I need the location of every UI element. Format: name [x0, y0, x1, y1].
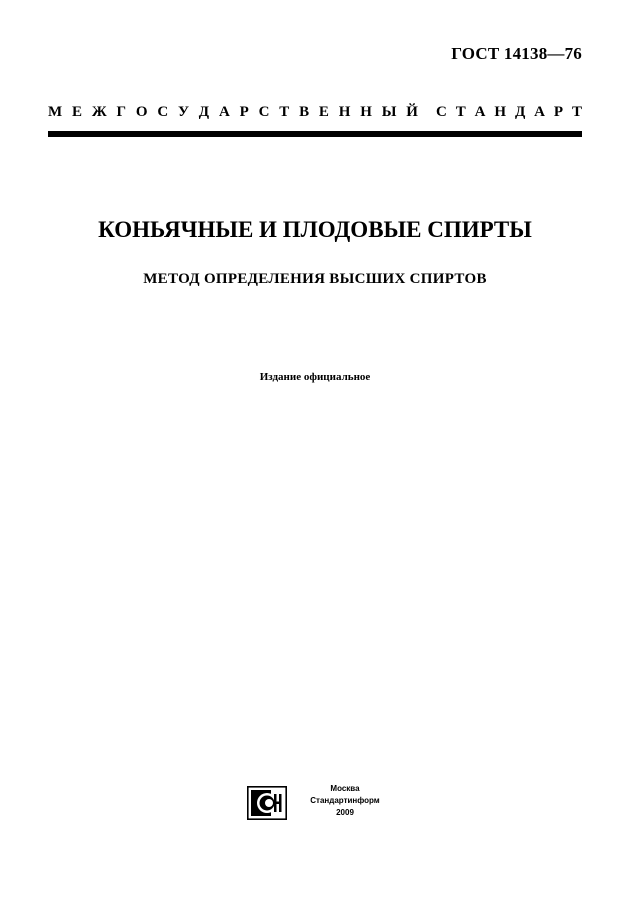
header-letter: Н: [494, 104, 507, 120]
header-letter: Н: [338, 104, 351, 120]
header-letter: Т: [279, 104, 290, 120]
header-word-interstate: [48, 104, 418, 121]
imprint-year: 2009: [336, 808, 354, 817]
document-title: КОНЬЯЧНЫЕ И ПЛОДОВЫЕ СПИРТЫ: [98, 217, 532, 242]
imprint-city: Москва: [330, 784, 360, 793]
header-letter: С: [258, 104, 270, 120]
header-letter: Е: [71, 104, 82, 120]
standartinform-logo-icon: [247, 786, 287, 820]
header-letter: Р: [553, 104, 564, 120]
header-letter: А: [218, 104, 230, 120]
header-letter: Н: [360, 104, 372, 120]
header-letter: Д: [198, 104, 210, 120]
standard-header: [48, 104, 582, 121]
header-letter: С: [157, 104, 169, 120]
document-subtitle: МЕТОД ОПРЕДЕЛЕНИЯ ВЫСШИХ СПИРТОВ: [143, 271, 487, 287]
header-letter: М: [48, 104, 63, 120]
edition-note: Издание официальное: [259, 371, 371, 383]
header-letter: У: [177, 104, 189, 120]
imprint-publisher: Стандартинформ: [310, 796, 380, 805]
header-letter: С: [436, 104, 447, 120]
header-letter: Ы: [381, 104, 397, 120]
header-rule: [48, 131, 582, 137]
header-letter: Й: [406, 104, 418, 120]
header-letter: А: [534, 104, 545, 120]
gost-number: ГОСТ 14138—76: [451, 44, 582, 63]
header-letter: В: [299, 104, 310, 120]
header-letter: Т: [455, 104, 466, 120]
header-letter: Т: [571, 104, 582, 120]
header-letter: Е: [318, 104, 329, 120]
header-letter: Р: [239, 104, 249, 120]
header-letter: А: [474, 104, 486, 120]
header-letter: Ж: [91, 104, 107, 120]
header-letter: О: [135, 104, 148, 120]
imprint: [292, 783, 398, 819]
header-word-standard: [436, 104, 582, 121]
header-letter: Д: [514, 104, 526, 120]
header-letter: Г: [116, 104, 127, 120]
